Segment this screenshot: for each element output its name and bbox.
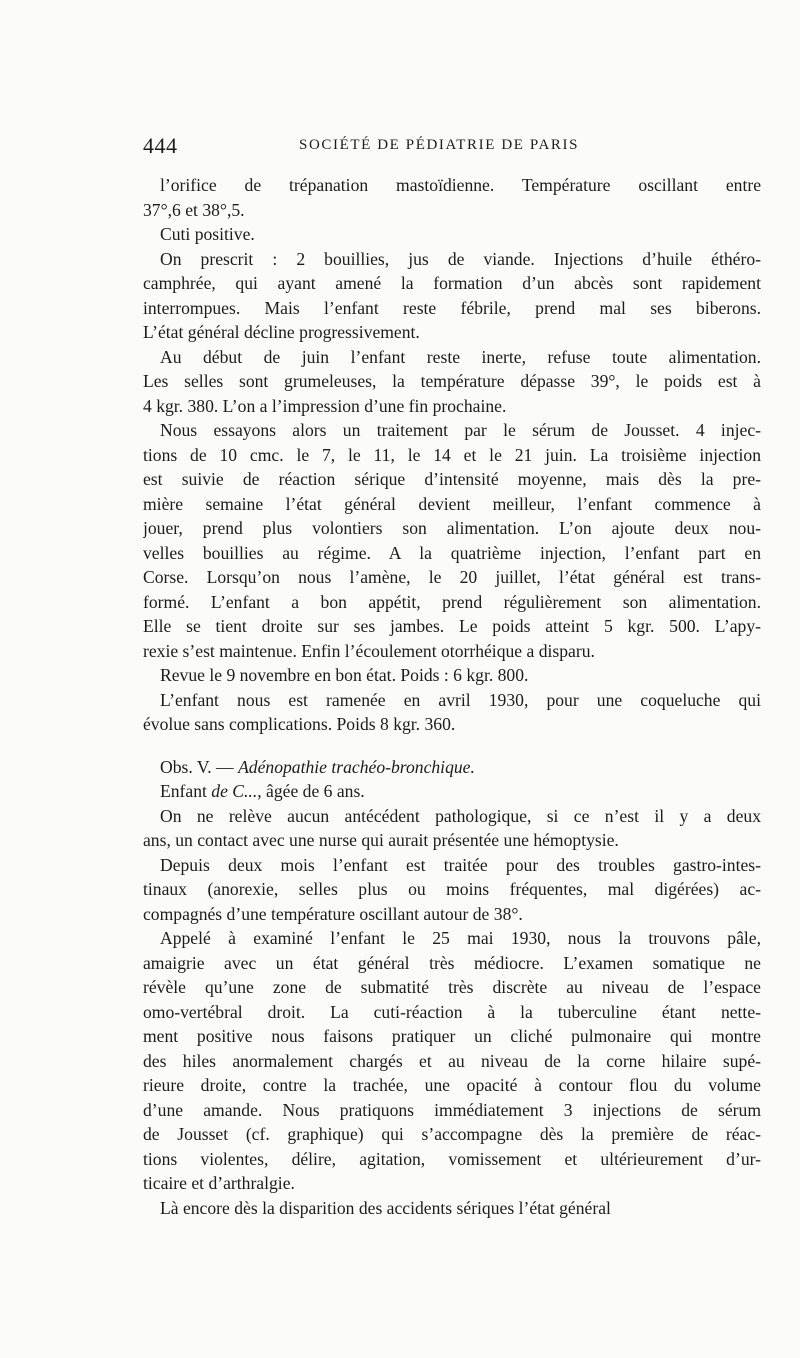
text-line: tions violentes, délire, agitation, vomissement et ultérieurement d’ur- (143, 1148, 761, 1169)
text-line: formé. L’enfant a bon appétit, prend régulièrement son alimentation. (143, 591, 761, 612)
paragraph (143, 688, 761, 737)
text-line: d’une amande. Nous pratiquons immédiatement 3 injections de sérum (143, 1099, 761, 1120)
text-line: ment positive nous faisons pratiquer un cliché pulmonaire qui montre (143, 1026, 761, 1046)
text-line: évolue sans complications. Poids 8 kgr. 360. (143, 714, 456, 734)
text-line: compagnés d’une température oscillant autour de 38°. (143, 903, 523, 924)
page-number: 444 (143, 133, 178, 158)
text-line: révèle qu’une zone de submatité très discrète au niveau de l’espace (143, 977, 761, 997)
paragraph (143, 173, 761, 222)
text-line: l’orifice de trépanation mastoïdienne. Température oscillant entre (160, 175, 761, 195)
text-line: 4 kgr. 380. L’on a l’impression d’une fin prochaine. (143, 395, 507, 416)
text-line: Cuti positive. (160, 224, 255, 244)
observation-heading (143, 755, 761, 780)
subject-name: de C... (211, 781, 258, 801)
paragraph (143, 418, 761, 663)
running-head: SOCIÉTÉ DE PÉDIATRIE DE PARIS (299, 137, 580, 153)
observation-label: Obs. V. — (160, 756, 239, 777)
paragraph (143, 804, 761, 853)
text-line: Appelé à examiné l’enfant le 25 mai 1930, nous la trouvons pâle, (160, 928, 761, 948)
text-line: tinaux (anorexie, selles plus ou moins fréquentes, mal digérées) ac- (143, 879, 761, 899)
paragraph (143, 853, 761, 927)
subject-prefix: Enfant (160, 781, 212, 801)
page-header (143, 133, 753, 163)
text-line: velles bouillies au régime. A la quatrième injection, l’enfant part en (143, 542, 761, 563)
text-line: de Jousset (cf. graphique) qui s’accompagne dès la première de réac- (143, 1124, 761, 1144)
paragraph (143, 663, 761, 688)
text-line: Revue le 9 novembre en bon état. Poids : 6 kgr. 800. (160, 665, 529, 685)
text-line: rexie s’est maintenue. Enfin l’écoulement otorrhéique a disparu. (143, 640, 595, 661)
observation-subject (143, 779, 761, 804)
observation-body (143, 804, 761, 1221)
paragraph (143, 222, 761, 247)
paragraph (143, 1196, 761, 1221)
paragraph (143, 345, 761, 419)
text-line: Corse. Lorsqu’on nous l’amène, le 20 juillet, l’état général est trans- (143, 567, 761, 587)
text-line: est suivie de réaction sérique d’intensité moyenne, mais dès la pre- (143, 469, 761, 489)
case-continuation (143, 173, 761, 737)
text-line: interrompues. Mais l’enfant reste fébrile, prend mal ses biberons. (143, 297, 761, 318)
text-line: mière semaine l’état général devient meilleur, l’enfant commence à (143, 493, 761, 514)
text-line: ans, un contact avec une nurse qui aurait présentée une hémoptysie. (143, 830, 619, 850)
text-line: On prescrit : 2 bouillies, jus de viande. Injections d’huile éthéro- (160, 248, 761, 269)
text-line: Nous essayons alors un traitement par le sérum de Jousset. 4 injec- (160, 420, 761, 440)
body-text (143, 173, 761, 1220)
text-line: tions de 10 cmc. le 7, le 11, le 14 et le 21 juin. La troisième injection (143, 444, 761, 465)
text-line: L’état général décline progressivement. (143, 322, 420, 342)
text-line: Les selles sont grumeleuses, la température dépasse 39°, le poids est à (143, 371, 761, 391)
text-line: jouer, prend plus volontiers son alimentation. L’on ajoute deux nou- (143, 518, 761, 538)
text-line: omo-vertébral droit. La cuti-réaction à la tuberculine étant nette- (143, 1001, 761, 1022)
subject-suffix: , âgée de 6 ans. (257, 781, 365, 801)
text-line: des hiles anormalement chargés et au niveau de la corne hilaire supé- (143, 1050, 761, 1071)
paragraph (143, 247, 761, 345)
text-line: amaigrie avec un état général très médiocre. L’examen somatique ne (143, 952, 761, 973)
text-line: Là encore dès la disparition des accidents sériques l’état général (160, 1197, 611, 1218)
text-line: Elle se tient droite sur ses jambes. Le poids atteint 5 kgr. 500. L’apy- (143, 616, 761, 636)
text-line: Depuis deux mois l’enfant est traitée pour des troubles gastro-intes- (160, 854, 761, 875)
text-line: rieure droite, contre la trachée, une opacité à contour flou du volume (143, 1075, 761, 1095)
paragraph (143, 926, 761, 1196)
text-line: On ne relève aucun antécédent pathologique, si ce n’est il y a deux (160, 805, 761, 826)
text-line: camphrée, qui ayant amené la formation d’un abcès sont rapidement (143, 273, 761, 293)
text-line: 37°,6 et 38°,5. (143, 199, 245, 220)
text-line: L’enfant nous est ramenée en avril 1930, pour une coqueluche qui (160, 689, 761, 710)
observation-title: Adénopathie trachéo-bronchique. (238, 756, 475, 777)
text-line: ticaire et d’arthralgie. (143, 1173, 295, 1193)
section-gap (143, 737, 761, 755)
text-line: Au début de juin l’enfant reste inerte, refuse toute alimentation. (160, 346, 761, 367)
